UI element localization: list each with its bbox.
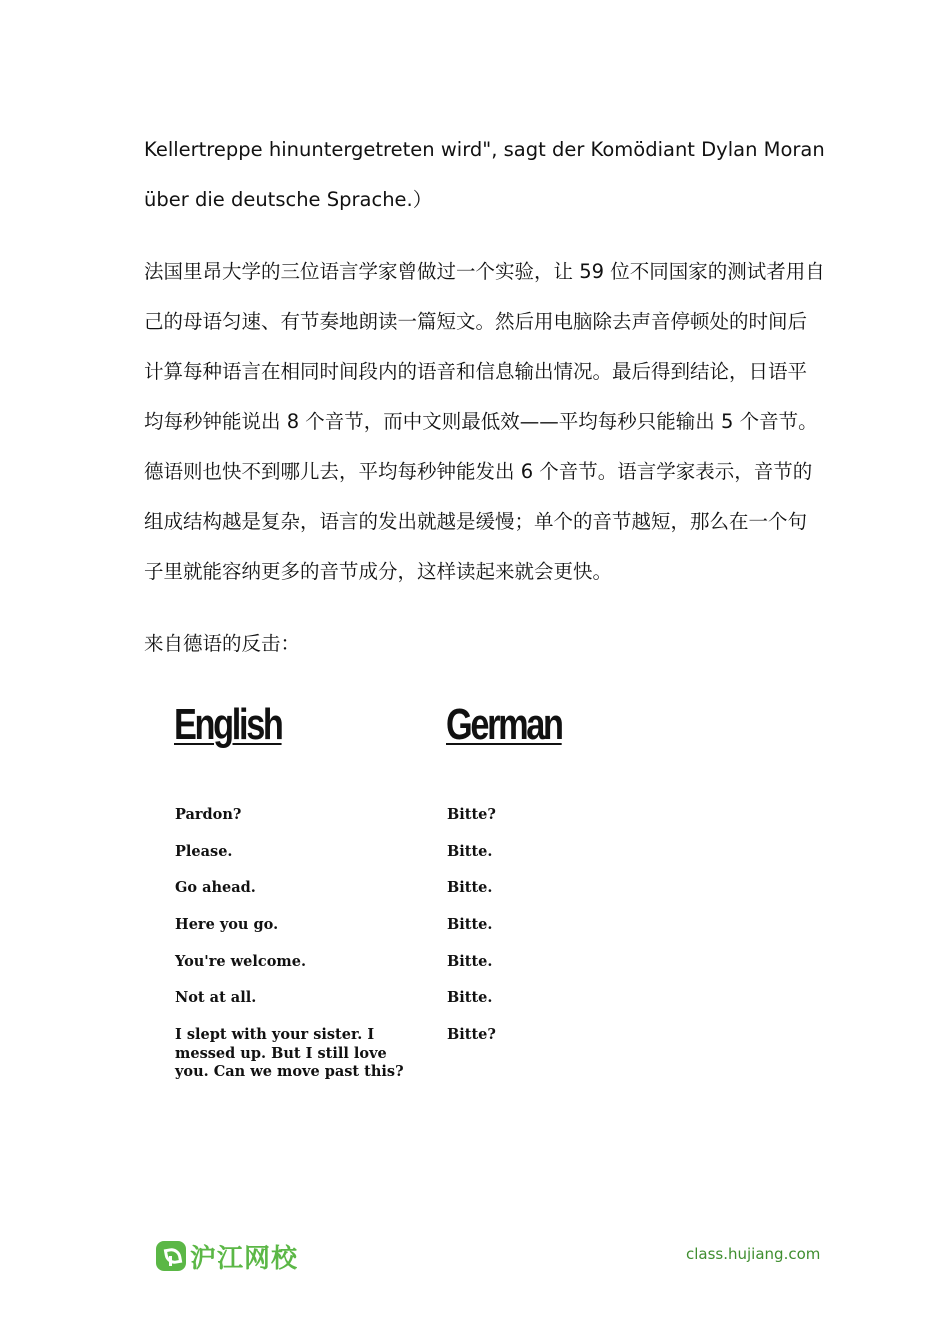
english-phrase: Please. xyxy=(175,843,233,860)
german-phrase: Bitte? xyxy=(447,1026,496,1043)
logo-text: 沪江网校 xyxy=(190,1243,299,1274)
footer-url-link[interactable]: class.hujiang.com xyxy=(686,1245,821,1263)
english-german-bitte-figure xyxy=(166,700,586,1120)
english-phrase: You're welcome. xyxy=(175,953,306,970)
german-phrase: Bitte. xyxy=(447,843,493,860)
hujiang-logo[interactable] xyxy=(156,1239,298,1273)
english-phrase: Go ahead. xyxy=(175,879,256,896)
paragraph-intro-figure xyxy=(144,619,814,669)
english-phrase: Pardon? xyxy=(175,806,242,823)
english-column-header: English xyxy=(174,700,282,749)
english-phrase: I slept with your sister. I messed up. But I still love you. Can we move past this? xyxy=(175,1026,404,1080)
german-column-header: German xyxy=(446,700,562,749)
german-phrase: Bitte. xyxy=(447,953,493,970)
german-phrase: Bitte. xyxy=(447,879,493,896)
paragraph-quote-ending xyxy=(144,125,825,225)
text-line: 来自德语的反击： xyxy=(144,632,301,655)
german-phrase: Bitte. xyxy=(447,916,493,933)
text-line: 计算每种语言在相同时间段内的语音和信息输出情况。最后得到结论，日语平 xyxy=(144,360,808,383)
english-phrase: Here you go. xyxy=(175,916,279,933)
text-line: Kellertreppe hinuntergetreten wird", sagt der Komödiant Dylan Moran xyxy=(144,138,825,161)
text-line: 组成结构越是复杂，语言的发出就越是缓慢；单个的音节越短，那么在一个句 xyxy=(144,510,808,533)
text-line: 己的母语匀速、有节奏地朗读一篇短文。然后用电脑除去声音停顿处的时间后 xyxy=(144,310,808,333)
text-line: 均每秒钟能说出 8 个音节，而中文则最低效——平均每秒只能输出 5 个音节。 xyxy=(144,410,818,433)
text-line: 法国里昂大学的三位语言学家曾做过一个实验，让 59 位不同国家的测试者用自 xyxy=(144,260,825,283)
german-phrase: Bitte. xyxy=(447,989,493,1006)
paragraph-experiment xyxy=(144,247,825,597)
sprout-icon xyxy=(156,1241,186,1271)
english-phrase: Not at all. xyxy=(175,989,257,1006)
text-line: 子里就能容纳更多的音节成分，这样读起来就会更快。 xyxy=(144,560,613,583)
text-line: über die deutsche Sprache.） xyxy=(144,188,433,211)
text-line: 德语则也快不到哪儿去，平均每秒钟能发出 6 个音节。语言学家表示，音节的 xyxy=(144,460,813,483)
german-phrase: Bitte? xyxy=(447,806,496,823)
